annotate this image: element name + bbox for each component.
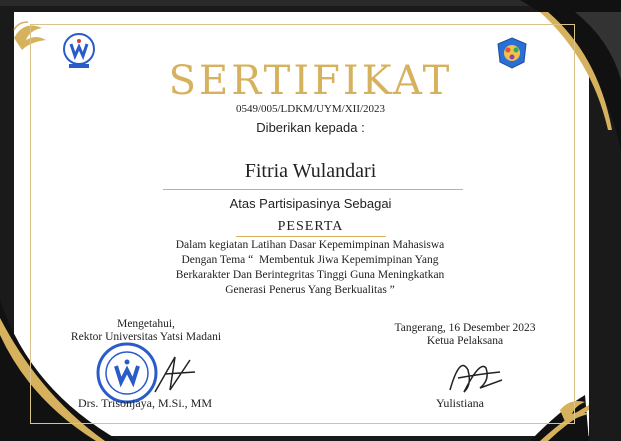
description-line: Dengan Tema “ Membentuk Jiwa Kepemimpinan Yang bbox=[181, 254, 439, 266]
chair-signature-icon bbox=[440, 350, 510, 400]
description-line: Berkarakter Dan Berintegritas Tinggi Guna Meningkatkan bbox=[175, 269, 445, 281]
university-seal-icon bbox=[96, 342, 158, 404]
certificate-number: 0549/005/LDKM/UYM/XII/2023 bbox=[235, 103, 386, 115]
right-signatory-block bbox=[380, 322, 550, 348]
rector-signature-icon bbox=[150, 352, 200, 397]
place-date: Tangerang, 16 Desember 2023 bbox=[394, 322, 536, 334]
description-line: Dalam kegiatan Latihan Dasar Kepemimpinan Mahasiswa bbox=[175, 239, 445, 251]
participant-role: PESERTA bbox=[277, 219, 344, 234]
recipient-name: Fitria Wulandari bbox=[244, 160, 377, 182]
rector-title: Rektor Universitas Yatsi Madani bbox=[70, 331, 222, 343]
chair-name: Yulistiana bbox=[436, 396, 484, 410]
role-underline bbox=[236, 236, 386, 237]
rector-name: Drs. Trisonjaya, M.Si., MM bbox=[77, 396, 213, 410]
name-underline bbox=[163, 189, 463, 190]
acknowledged-label: Mengetahui, bbox=[117, 318, 175, 330]
event-description bbox=[110, 238, 510, 298]
chair-title: Ketua Pelaksana bbox=[426, 335, 504, 347]
left-signatory-block bbox=[46, 318, 246, 344]
certificate-title: SERTIFIKAT bbox=[168, 58, 453, 104]
participation-label: Atas Partisipasinya Sebagai bbox=[229, 196, 392, 211]
description-line: Generasi Penerus Yang Berkualitas ” bbox=[225, 284, 395, 296]
given-to-label: Diberikan kepada : bbox=[256, 120, 365, 135]
